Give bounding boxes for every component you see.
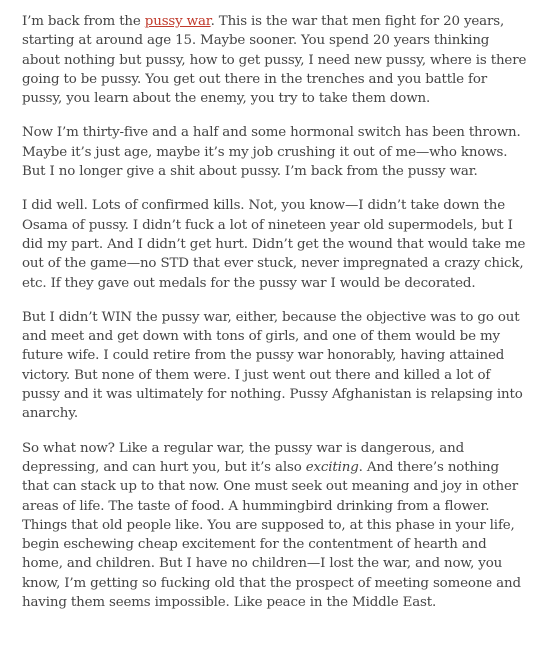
paragraph-4: But I didn’t WIN the pussy war, either, because the objective was to go out and meet and get down with tons of girls, and one of them would be my future wife. I could retire from the pussy war honorably, having attained victory. But none of them were. I just went out there and killed a lot of pussy and it was ultimately for nothing. Pussy Afghanistan is relapsing into anarchy. [22, 309, 523, 422]
paragraph-5-text-after: . And there’s nothing that can stack up to that now. One must seek out meaning and joy in other areas of life. The taste of food. A hummingbird drinking from a flower. Things that old people like. You are supposed to, at this phase in your life, begin eschewing cheap excitement for the contentment of hearth and home, and children. But I have no children—I lost the war, and now, you know, I’m getting so fucking old that the prospect of meeting someone and having them seems impossible. Like peace in the Middle East. [22, 459, 521, 611]
paragraph-1-text-after: . This is the war that men fight for 20 years, starting at around age 15. Maybe sooner. You spend 20 years thinking about nothing but pussy, how to get pussy, I need new pussy, where is there going to be pussy. You get out there in the trenches and you battle for pussy, you learn about the enemy, you try to take them down. [22, 14, 527, 107]
paragraph-5 [22, 439, 529, 613]
paragraph-5-text-before: So what now? Like a regular war, the pussy war is dangerous, and depressing, and can hurt you, but it’s also [22, 440, 465, 475]
paragraph-1 [22, 12, 529, 108]
bottom-fade [0, 637, 541, 653]
pussy-war-link[interactable]: pussy war [144, 14, 211, 29]
exciting-emphasis: exciting [305, 459, 359, 475]
paragraph-1-text-before: I’m back from the [22, 14, 145, 29]
paragraph-3: I did well. Lots of confirmed kills. Not, you know—I didn’t take down the Osama of pussy. I didn’t fuck a lot of nineteen year old supermodels, but I did my part. And I didn’t get hurt. Didn’t get the wound that would take me out of the game—no STD that ever stuck, never impregnated a crazy chick, etc. If they gave out medals for the pussy war I would be decorated. [22, 198, 526, 291]
paragraph-2: Now I’m thirty-five and a half and some hormonal switch has been thrown. Maybe it’s just age, maybe it’s my job crushing it out of me—who knows. But I no longer give a shit about pussy. I’m back from the pussy war. [22, 125, 521, 180]
